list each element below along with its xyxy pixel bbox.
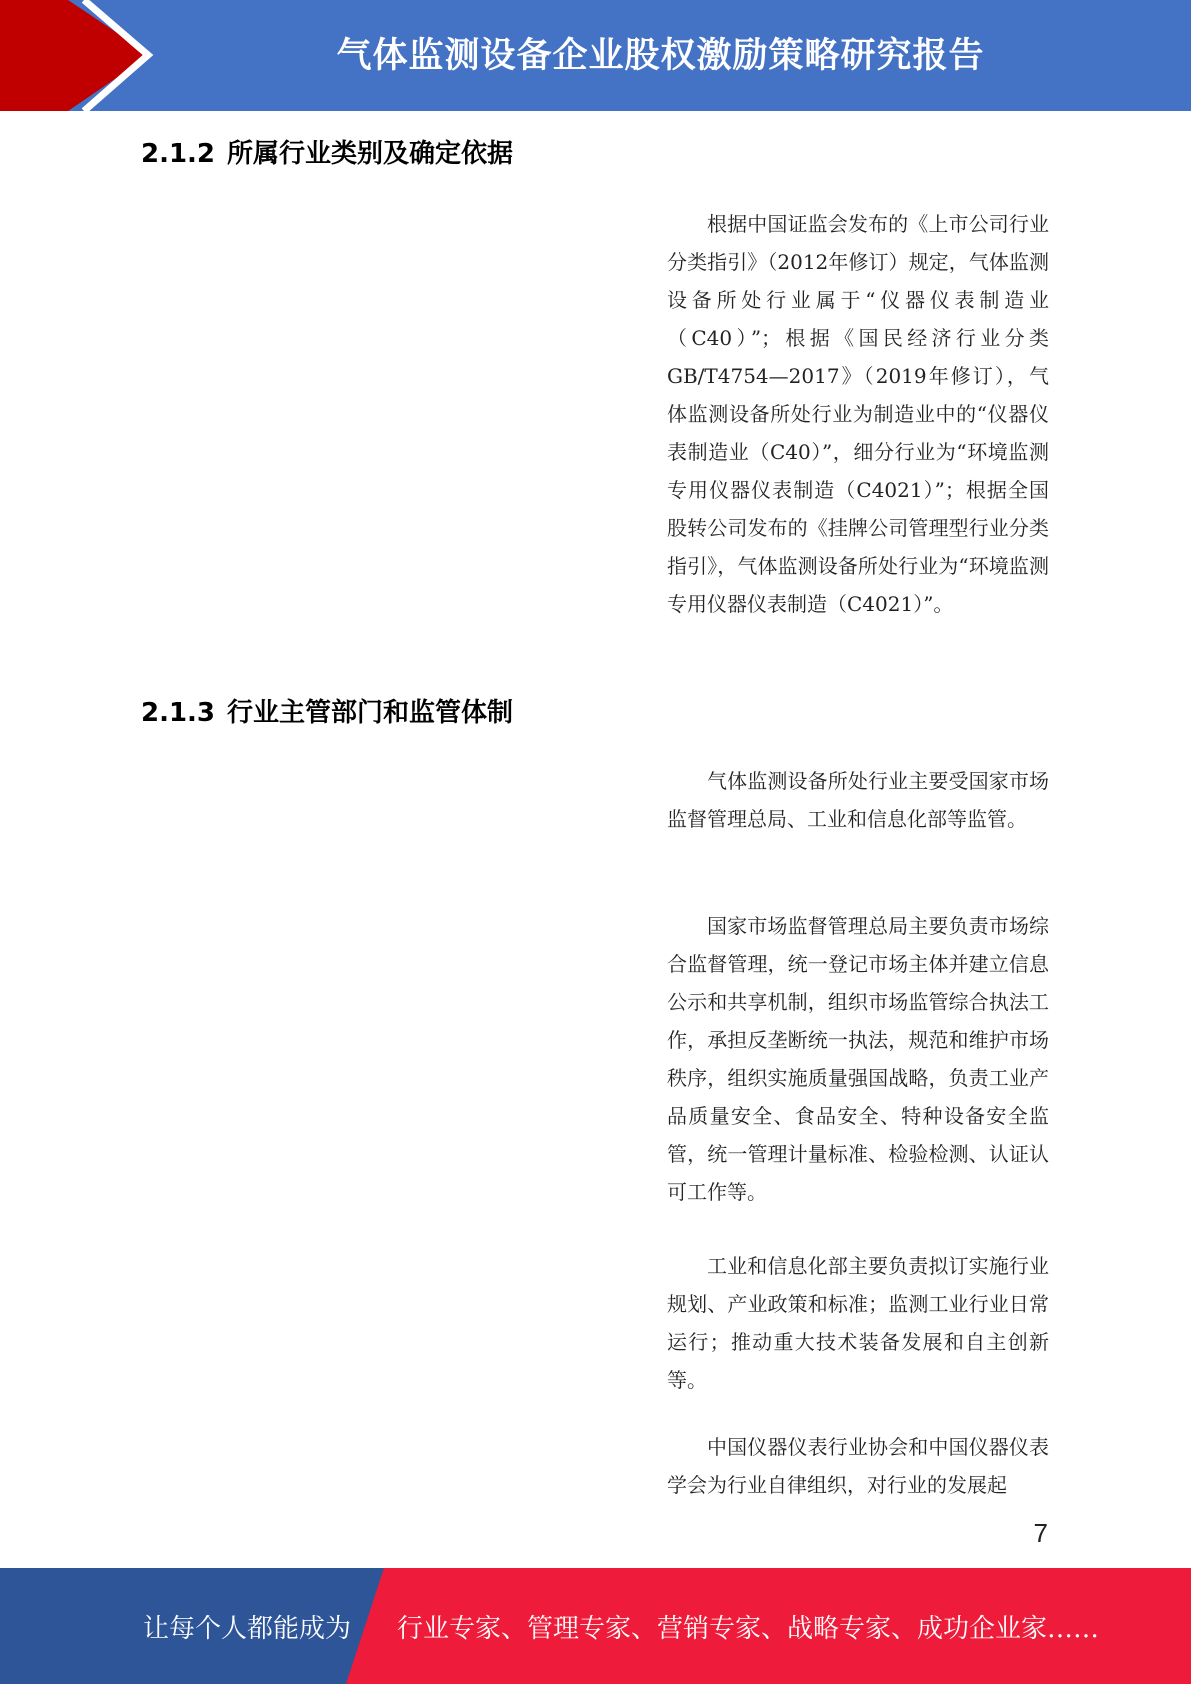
paragraph: 中国仪器仪表行业协会和中国仪器仪表学会为行业自律组织，对行业的发展起 [667,1435,1049,1497]
section-title: 所属行业类别及确定依据 [227,139,514,169]
section-body-2-1-3 [667,762,1049,838]
section-title: 行业主管部门和监管体制 [227,698,514,728]
report-title: 气体监测设备企业股权激励策略研究报告 [336,35,985,76]
paragraph: 工业和信息化部主要负责拟订实施行业规划、产业政策和标准；监测工业行业日常运行；推动重大技术装备发展和自主创新等。 [667,1254,1049,1392]
page-number: 7 [1033,1518,1048,1548]
section-body-2-1-3 [667,1428,1049,1504]
section-heading-2-1-2 [141,133,513,170]
footer-slogan-left: 让每个人都能成为 [143,1613,352,1644]
paragraph: 国家市场监督管理总局主要负责市场综合监督管理，统一登记市场主体并建立信息公示和共享机制，组织市场监管综合执法工作，承担反垄断统一执法，规范和维护市场秩序，组织实施质量强国战略，负责工业产品质量安全、食品安全、特种设备安全监管，统一管理计量标准、检验检测、认证认可工作等。 [667,914,1049,1204]
section-number: 2.1.2 [141,139,216,169]
section-body-2-1-3 [667,907,1049,1211]
paragraph: 气体监测设备所处行业主要受国家市场监督管理总局、工业和信息化部等监管。 [667,769,1049,831]
paragraph: 根据中国证监会发布的《上市公司行业分类指引》（2012年修订）规定，气体监测设备所处行业属于“仪器仪表制造业（C40）”；根据《国民经济行业分类GB/T4754—2017》（2019年修订），气体监测设备所处行业为制造业中的“仪器仪表制造业（C40）”，细分行业为“环境监测专用仪器仪表制造（C4021）”；根据全国股转公司发布的《挂牌公司管理型行业分类指引》，气体监测设备所处行业为“环境监测专用仪器仪表制造（C4021）”。 [667,212,1049,616]
section-body-2-1-2 [667,205,1049,623]
section-number: 2.1.3 [141,698,216,728]
section-heading-2-1-3 [141,692,513,729]
header-banner [0,0,1191,111]
footer-slogan-right: 行业专家、管理专家、营销专家、战略专家、成功企业家…… [397,1613,1100,1644]
section-body-2-1-3 [667,1247,1049,1399]
footer-banner [0,1568,1191,1684]
